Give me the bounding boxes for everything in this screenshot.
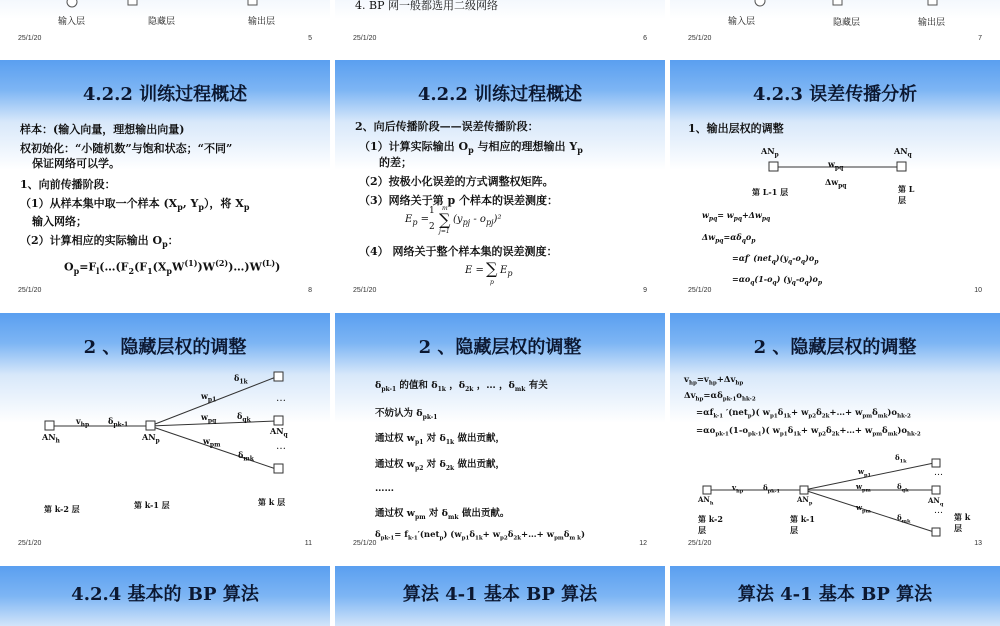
node-label-anq: $AN_q$ [270,426,288,439]
slide-text-line: 的差； [379,156,412,169]
slide-date: 25/1/20 [353,35,377,42]
slide-13 [670,313,1000,553]
output-layer-label: 输出层 [248,17,276,27]
slide-10 [670,60,1000,300]
slide-text-line: 输入网络； [32,215,87,228]
slide-text-line: 保证网络可以学。 [32,157,120,170]
equation-line: $v_{hp}=v_{hp}+\Delta v_{hp}$ [684,375,744,387]
slide-5 [0,0,330,48]
slide-date: 25/1/20 [18,287,42,294]
node-label-anp: $AN_p$ [142,432,160,445]
slide-text-line: （1）计算实际输出 $O_p$ 与相应的理想输出 $Y_p$ [359,140,583,156]
layer-label: 第 L-1 层 [752,187,789,197]
layer-label: 第 k [954,512,971,522]
slide-title: 4.2.3 误差传播分析 [752,84,918,105]
slide-text-line: （3）网络关于第 p 个样本的误差测度： [359,194,559,207]
layer-label: 层 [698,525,706,535]
delta-label: $\delta_{1k}$ [234,373,248,386]
slide-6 [335,0,665,48]
layer-label: 层 [954,523,962,533]
layer-label: 第 k 层 [258,497,286,507]
slide-number: 12 [639,540,647,547]
equation-line: $=\alpha f_{k-1}$ ′(net$_p$)( $w_{p1}\delta_{1k}+$ $w_{p2}\delta_{2k}+\dots+ w_{pm}\delta_{mk})o_{hk-2}$ [696,408,911,420]
layer-label: 第 k-2 [698,514,723,524]
slide-title: 2 、隐藏层权的调整 [753,337,917,358]
layer-label: 层 [898,195,906,205]
slide-11 [0,313,330,553]
weight-label: $v_{hp}$ [732,483,744,495]
slide-15 [335,566,665,626]
sum-lower-limit: j=1 [439,228,450,235]
ellipsis: … [276,393,286,404]
slide-14 [0,566,330,626]
slide-text-line: 1、输出层权的调整 [688,122,784,135]
node-label-anh: $AN_h$ [42,432,60,445]
slide-date: 25/1/20 [688,540,712,547]
slide-number: 6 [643,35,647,42]
weight-label: $w_{pq}$ [828,159,844,172]
slide-title: 算法 4-1 基本 BP 算法 [737,584,933,605]
input-layer-label: 输入层 [728,17,756,27]
slide-text-line: 通过权 $w_{p2}$ 对 $\delta_{2k}$ 做出贡献， [375,459,505,472]
slide-text-line: 1、向前传播阶段： [20,178,116,191]
slide-text-line: $\delta_{pk-1}$ 的值和 $\delta_{1k}$ ，$\delta_{2k}$ ，… ，$\delta_{mk}$ 有关 [375,380,548,393]
slide-text-line: （1）从样本集中取一个样本 ($X_p$, $Y_p$），将 $X_p$ [20,197,250,213]
ellipsis: … [934,468,943,478]
slide-text-line: 4. BP 网一般都选用二级网络 [355,0,498,12]
slide-number: 8 [308,287,312,294]
equation-line: $w_{pq}= w_{pq}+\Delta w_{pq}$ [702,210,771,223]
slide-text-line: 通过权 $w_{p1}$ 对 $\delta_{1k}$ 做出贡献， [375,433,505,446]
slide-number: 9 [643,287,647,294]
sum-upper-limit: m [442,205,448,212]
equation-line: $\Delta w_{pq}=\alpha\delta_qo_p$ [702,232,756,245]
delta-label: $\delta_{mk}$ [897,513,911,525]
equation-line: $\Delta v_{hp}=\alpha\delta_{pk-1}o_{hk-2}$ [684,391,756,403]
weight-label: $v_{hp}$ [76,416,90,429]
output-layer-label: 输出层 [918,18,946,28]
slide-number: 11 [304,540,312,547]
sum-lower-limit: p [490,279,494,286]
slide-title: 4.2.4 基本的 BP 算法 [71,584,259,605]
slide-number: 13 [974,540,982,547]
slide-date: 25/1/20 [688,35,712,42]
slide-text-line: （2）按极小化误差的方式调整权矩阵。 [359,175,554,188]
slide-12 [335,313,665,553]
layer-label: 层 [790,525,798,535]
weight-delta-label: $\Delta w_{pq}$ [825,177,847,190]
weight-label: $w_{p1}$ [201,391,217,404]
slide-text-line: （4） 网络关于整个样本集的误差测度： [359,245,558,258]
sample-error-formula: $E_p$ = [405,214,430,227]
delta-label: $\delta_{mk}$ [238,450,254,463]
slide-7 [670,0,1000,48]
slide-text-line: 样本：(输入向量，理想输出向量) [20,123,185,136]
layer-label: 第 L [898,184,915,194]
node-label-anq: $AN_q$ [894,146,912,159]
sum-term: $(y_{pj} - o_{pj})^2$ [453,214,502,227]
slide-16 [670,566,1000,626]
equation-line: $=\alpha o_q(1-o_q)$ $(y_q-o_q)o_p$ [732,274,823,287]
slide-title: 2 、隐藏层权的调整 [83,337,247,358]
weight-label: $w_{pm}$ [856,482,871,494]
equation-line: =αf′ $(net_q)(y_q-o_q)o_p$ [732,253,819,266]
slide-text-line: （2）计算相应的实际输出 $O_p$： [20,234,179,250]
delta-label: $\delta_{qk}$ [237,411,251,424]
slide-8 [0,60,330,300]
sum-symbol: ∑ [439,210,451,229]
delta-label: $\delta_{pk-1}$ [763,483,780,495]
slide-9 [335,60,665,300]
fraction-numerator: 1 [429,206,435,216]
slide-title: 算法 4-1 基本 BP 算法 [402,584,598,605]
node-label-anh: $AN_h$ [698,495,714,507]
sum-term: $E_p$ [500,265,513,278]
slide-date: 25/1/20 [18,35,42,42]
ellipsis: … [934,506,943,516]
node-label-anq: $AN_q$ [928,496,944,508]
slide-number: 10 [974,287,982,294]
slide-date: 25/1/20 [353,287,377,294]
delta-label: $\delta_{1k}$ [895,453,907,465]
hidden-layer-label: 隐藏层 [148,17,176,27]
slide-title: 2 、隐藏层权的调整 [418,337,582,358]
sum-symbol: ∑ [486,259,498,278]
slide-text-line: …… [375,483,394,494]
slide-date: 25/1/20 [353,540,377,547]
slide-date: 25/1/20 [18,540,42,547]
fraction-denominator: 2 [429,222,435,232]
equation-line: $=\alpha o_{pk-1}(1-o_{pk-1})$( $w_{p1}\delta_{1k}+$ $w_{p2}\delta_{2k}+\dots+ w_{pm}\delta_{mk})o_{hk-2}$ [696,426,921,438]
slide-text-line: 2、向后传播阶段——误差传播阶段： [355,120,539,133]
slide-text-line: 不妨认为 $\delta_{pk-1}$ [375,408,438,421]
layer-label: 第 k-1 [790,514,815,524]
slide-title: 4.2.2 训练过程概述 [82,84,248,105]
node-label-anp: $AN_p$ [797,495,813,507]
slide-number: 5 [308,35,312,42]
forward-formula: $O_p=F_l(\dots(F_2(F_1(X_pW^{(1)})W^{(2)})\dots)W^{(L)})$ [64,258,281,276]
slide-date: 25/1/20 [688,287,712,294]
slide-title: 4.2.2 训练过程概述 [417,84,583,105]
delta-label: $\delta_{qk}$ [897,482,909,494]
node-label-anp: $AN_p$ [761,146,779,159]
total-error-formula: E = [465,265,484,276]
weight-label: $w_{p1}$ [858,467,872,479]
layer-label: 第 k-1 层 [134,500,170,510]
weight-label: $w_{pm}$ [203,436,221,449]
weight-label: $w_{pq}$ [201,412,217,425]
delta-formula: $\delta_{pk-1}= f_{k-1}'(net_p)$ ($w_{p1}\delta_{1k}+$ $w_{p2}\delta_{2k}+\dots+ w_{pm}\delta_{m k}$) [375,530,585,542]
layer-label: 第 k-2 层 [44,504,80,514]
hidden-layer-label: 隐藏层 [833,18,861,28]
slide-text-line: 权初始化：“小随机数”与饱和状态；“不同” [20,142,233,155]
slide-number: 7 [978,35,982,42]
slide-text-line: 通过权 $w_{pm}$ 对 $\delta_{mk}$ 做出贡献。 [375,508,510,521]
input-layer-label: 输入层 [58,17,86,27]
weight-label: $w_{pm}$ [856,503,871,515]
delta-label: $\delta_{pk-1}$ [108,416,129,429]
ellipsis: … [276,441,286,452]
